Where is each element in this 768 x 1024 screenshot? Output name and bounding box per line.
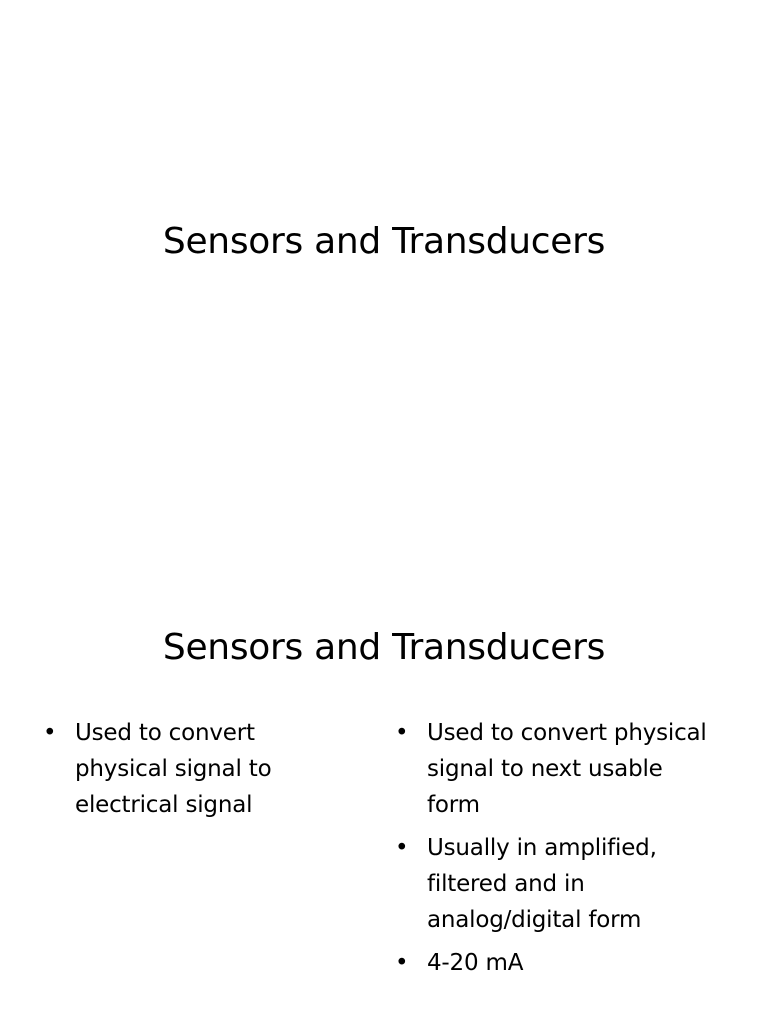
bullet-item [392, 830, 722, 938]
bullet-item [392, 715, 722, 823]
title-slide-heading: Sensors and Transducers [162, 221, 606, 262]
bullet-dot-icon: • [395, 835, 409, 861]
bullet-text: Used to convert physical signal to next usable form [427, 720, 707, 818]
content-slide [0, 512, 768, 1024]
bullet-item [40, 715, 340, 823]
content-slide-heading: Sensors and Transducers [162, 627, 606, 668]
transducers-bullet-list [392, 715, 722, 988]
sensors-bullet-list [40, 715, 340, 830]
bullet-text: Usually in amplified, filtered and in analog/digital form [427, 835, 657, 933]
bullet-dot-icon: • [395, 950, 409, 976]
bullet-text: Used to convert physical signal to electrical signal [75, 720, 272, 818]
bullet-dot-icon: • [43, 720, 57, 746]
bullet-dot-icon: • [395, 720, 409, 746]
bullet-text: 4-20 mA [427, 950, 524, 976]
bullet-item [392, 945, 722, 981]
